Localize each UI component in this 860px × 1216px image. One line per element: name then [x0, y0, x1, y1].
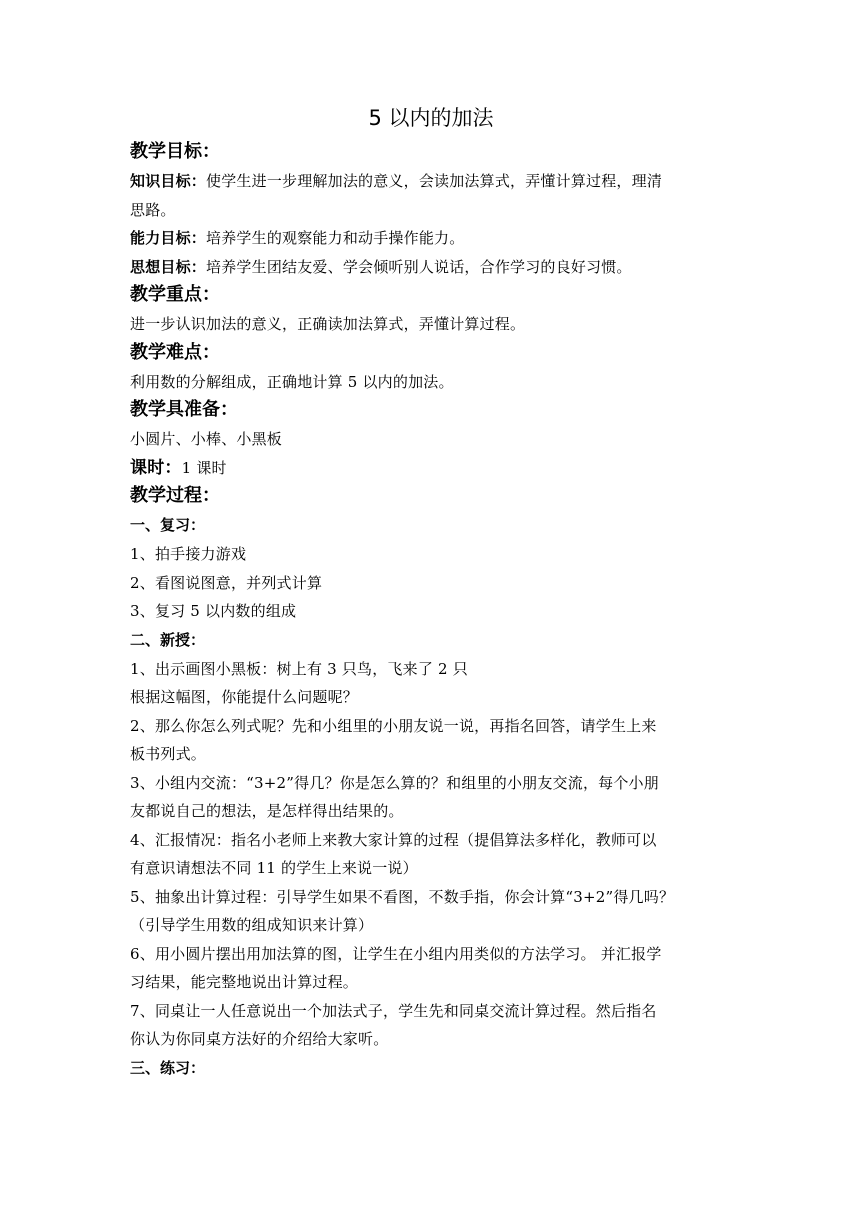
- difficulty-heading: 教学难点：: [130, 341, 220, 363]
- key-points-text: 进一步认识加法的意义，正确读加法算式，弄懂计算过程。: [130, 315, 526, 333]
- new-lesson-line: 6、用小圆片摆出用加法算的图，让学生在小组内用类似的方法学习。 并汇报学: [130, 944, 662, 963]
- practice-heading: 三、练习：: [130, 1058, 206, 1077]
- review-item: 1、拍手接力游戏: [130, 545, 247, 563]
- process-heading: 教学过程：: [130, 485, 220, 506]
- new-lesson-line: 7、同桌让一人任意说出一个加法式子，学生先和同桌交流计算过程。然后指名: [130, 1001, 657, 1020]
- ability-objective-text: 培养学生的观察能力和动手操作能力。: [206, 229, 465, 247]
- new-lesson-line: 3、小组内交流：“3+2”得几？你是怎么算的？和组里的小朋友交流，每个小朋: [130, 773, 659, 792]
- new-lesson-line: 2、那么你怎么列式呢？先和小组里的小朋友说一说，再指名回答，请学生上来: [130, 716, 657, 735]
- new-lesson-line: 4、汇报情况：指名小老师上来教大家计算的过程（提倡算法多样化，教师可以: [130, 830, 657, 849]
- knowledge-objective: [130, 167, 732, 196]
- knowledge-objective-label: 知识目标：: [130, 172, 207, 190]
- knowledge-objective-text: 使学生进一步理解加法的意义，会读加法算式，弄懂计算过程，理清: [206, 172, 663, 190]
- ability-objective: [130, 224, 732, 253]
- new-lesson-line: 板书列式。: [130, 745, 207, 763]
- new-lesson-line: 习结果，能完整地说出计算过程。: [130, 973, 359, 991]
- new-lesson-line: 根据这幅图，你能提什么问题呢？: [130, 688, 359, 706]
- objectives-heading: 教学目标：: [130, 141, 220, 162]
- key-points-heading: 教学重点：: [130, 284, 220, 305]
- review-item: 2、看图说图意，并列式计算: [130, 573, 323, 592]
- new-lesson-line: （引导学生用数的组成知识来计算）: [130, 916, 374, 934]
- class-hours-text: 1 课时: [181, 458, 227, 477]
- review-item: 3、复习 5 以内数的组成: [130, 602, 297, 620]
- new-lesson-line: 1、出示画图小黑板：树上有 3 只鸟，飞来了 2 只: [130, 659, 468, 678]
- new-lesson-heading: 二、新授：: [130, 630, 206, 649]
- new-lesson-line: 友都说自己的想法，是怎样得出结果的。: [130, 802, 404, 820]
- thought-objective-label: 思想目标：: [130, 257, 207, 276]
- new-lesson-line: 你认为你同桌方法好的介绍给大家听。: [130, 1030, 389, 1048]
- document-content: [130, 102, 732, 1083]
- thought-objective-text: 培养学生团结友爱、学会倾听别人说话，合作学习的良好习惯。: [206, 257, 632, 276]
- class-hours: [130, 454, 732, 483]
- new-lesson-line: 5、抽象出计算过程：引导学生如果不看图，不数手指，你会计算“3+2”得几吗？: [130, 887, 675, 906]
- document-title: 5 以内的加法: [368, 106, 494, 130]
- new-lesson-line: 有意识请想法不同 11 的学生上来说一说）: [130, 859, 418, 877]
- difficulty-text: 利用数的分解组成，正确地计算 5 以内的加法。: [130, 372, 454, 391]
- class-hours-label: 课时：: [130, 457, 182, 478]
- teaching-tools-heading: 教学具准备：: [130, 399, 238, 420]
- thought-objective: [130, 253, 732, 282]
- knowledge-objective-continued: 思路。: [130, 200, 176, 219]
- teaching-tools-text: 小圆片、小棒、小黑板: [130, 430, 283, 448]
- review-heading: 一、复习：: [130, 516, 206, 534]
- ability-objective-label: 能力目标：: [130, 229, 207, 247]
